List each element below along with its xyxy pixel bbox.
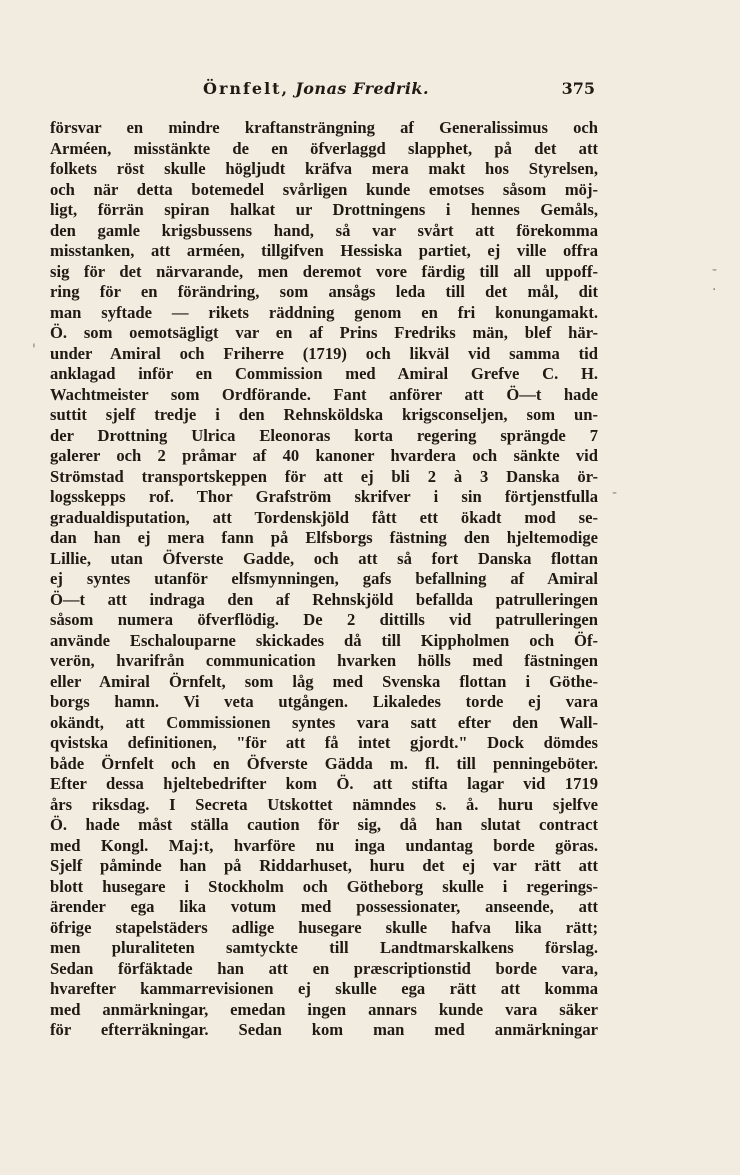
text-line: men pluraliteten samtyckte till Landtmarskalkens förslag. — [50, 938, 598, 957]
text-line: använde Eschalouparne skickades då till Kippholmen och Öf- — [50, 630, 598, 650]
text-line: års riksdag. I Secreta Utskottet nämndes s. å. huru sjelfve — [50, 794, 598, 814]
text-line: Ö—t att indraga den af Rehnskjöld befallda patrulleringen — [50, 589, 598, 609]
text-line: Wachtmeister som Ordförande. Fant anförer att Ö—t hade — [50, 384, 598, 404]
text-line: Arméen, misstänkte de en öfverlaggd slapphet, på det att — [50, 138, 598, 158]
text-line: öfrige stapelstäders adlige husegare skulle hafva lika rätt; — [50, 917, 598, 937]
text-line: Strömstad transportskeppen för att ej bli 2 à 3 Danska ör- — [50, 466, 598, 486]
text-line: Lillie, utan Öfverste Gadde, och att så fort Danska flottan — [50, 548, 598, 568]
text-line: blott husegare i Stockholm och Götheborg skulle i regerings- — [50, 876, 598, 896]
text-line: hvarefter kammarrevisionen ej skulle ega rätt att komma — [50, 979, 598, 998]
text-line: Efter dessa hjeltebedrifter kom Ö. att stifta lagar vid 1719 — [50, 774, 598, 793]
text-line: med anmärkningar, emedan ingen annars kunde vara säker — [50, 999, 598, 1019]
text-line: galerer och 2 pråmar af 40 kanoner hvardera och sänkte vid — [50, 446, 598, 465]
text-line: ärender ega lika votum med possessionater, anseende, att — [50, 897, 598, 916]
margin-mark: - — [612, 485, 618, 501]
text-line: såsom numera öfverflödig. De 2 dittills vid patrulleringen — [50, 610, 598, 629]
margin-mark: - — [712, 262, 718, 278]
running-header — [175, 79, 595, 103]
text-line: den gamle krigsbussens hand, så var svårt att förekomma — [50, 220, 598, 240]
text-line: Sjelf påminde han på Riddarhuset, huru det ej var rätt att — [50, 856, 598, 875]
text-line: suttit sjelf tredje i den Rehnsköldska krigsconseljen, som un- — [50, 405, 598, 424]
text-line: misstanken, att arméen, tillgifven Hessiska partiet, ej ville offra — [50, 241, 598, 260]
text-line: under Amiral och Friherre (1719) och likväl vid samma tid — [50, 343, 598, 363]
header-surname: Örnfelt, — [203, 79, 290, 98]
text-line: anklagad inför en Commission med Amiral Grefve C. H. — [50, 364, 598, 383]
header-given-names: Jonas Fredrik. — [295, 79, 430, 98]
text-line: med Kongl. Maj:t, hvarföre nu inga undantag borde göras. — [50, 835, 598, 855]
text-line: för efterräkningar. Sedan kom man med anmärkningar — [50, 1020, 598, 1039]
text-line: Ö. hade måst ställa caution för sig, då han slutat contract — [50, 815, 598, 834]
body-text — [50, 118, 598, 1041]
text-line: Ö. som oemotsägligt var en af Prins Fredriks män, blef här- — [50, 323, 598, 342]
margin-mark: ' — [32, 342, 36, 358]
text-line: verön, hvarifrån communication hvarken hölls med fästningen — [50, 651, 598, 670]
text-line: gradualdisputation, att Tordenskjöld fått ett ökadt mod se- — [50, 507, 598, 527]
text-line: qvistska definitionen, "för att få intet gjordt." Dock dömdes — [50, 733, 598, 752]
text-line: ring för en förändring, som ansågs leda till det mål, dit — [50, 282, 598, 301]
text-line: eller Amiral Örnfelt, som låg med Svenska flottan i Göthe- — [50, 671, 598, 691]
text-line: ej syntes utanför elfsmynningen, gafs befallning af Amiral — [50, 569, 598, 588]
page-number: 375 — [561, 79, 595, 98]
text-line: logsskepps rof. Thor Grafström skrifver i sin förtjenstfulla — [50, 487, 598, 506]
text-line: och när detta botemedel svårligen kunde emotses såsom möj- — [50, 179, 598, 199]
text-line: man syftade — rikets räddning genom en fri konungamakt. — [50, 302, 598, 322]
text-line: borgs hamn. Vi veta utgången. Likaledes torde ej vara — [50, 692, 598, 711]
margin-mark: · — [712, 282, 717, 298]
text-line: försvar en mindre kraftansträngning af Generalissimus och — [50, 118, 598, 137]
text-line: der Drottning Ulrica Eleonoras korta regering sprängde 7 — [50, 425, 598, 445]
text-line: folkets röst skulle högljudt kräfva mera makt hos Styrelsen, — [50, 159, 598, 178]
text-line: både Örnfelt och en Öfverste Gädda m. fl. till penningeböter. — [50, 753, 598, 773]
text-line: dan han ej mera fann på Elfsborgs fästning den hjeltemodige — [50, 528, 598, 547]
text-line: okändt, att Commissionen syntes vara satt efter den Wall- — [50, 712, 598, 732]
text-line: ligt, förrän spiran halkat ur Drottningens i hennes Gemåls, — [50, 200, 598, 219]
text-line: sig för det närvarande, men deremot vore färdig till all uppoff- — [50, 261, 598, 281]
text-line: Sedan förfäktade han att en præscriptionstid borde vara, — [50, 958, 598, 978]
header-title — [203, 79, 429, 98]
